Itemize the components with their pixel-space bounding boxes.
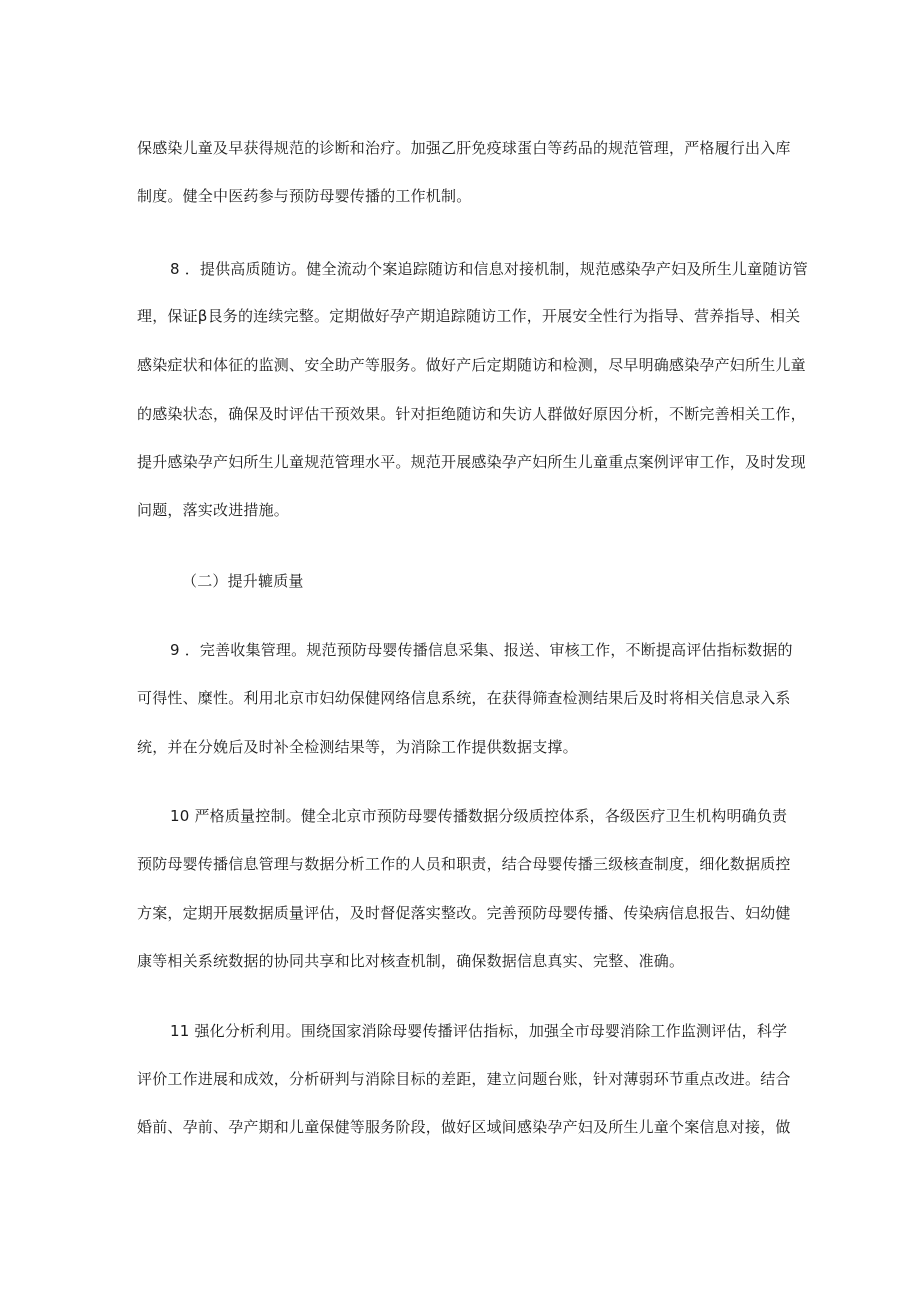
paragraph-line: 可得性、糜性。利用北京市妇幼保健网络信息系统，在获得筛查检测结果后及时将相关信息录入系 — [137, 689, 791, 707]
section-heading: （二）提升辘质量 — [182, 572, 304, 590]
paragraph-line: 感染症状和体征的监测、安全助产等服务。做好产后定期随访和检测，尽早明确感染孕产妇所生儿童 — [137, 356, 806, 374]
paragraph-line: 评价工作进展和成效，分析研判与消除目标的差距，建立问题台账，针对薄弱环节重点改进。结合 — [137, 1070, 791, 1088]
paragraph-line: 预防母婴传播信息管理与数据分析工作的人员和职责，结合母婴传播三级核查制度，细化数据质控 — [137, 855, 791, 873]
paragraph-line: 制度。健全中医药参与预防母婴传播的工作机制。 — [137, 187, 472, 205]
paragraph-line: 10 严格质量控制。健全北京市预防母婴传播数据分级质控体系，各级医疗卫生机构明确负责 — [170, 807, 788, 825]
paragraph-line: 11 强化分析利用。围绕国家消除母婴传播评估指标，加强全市母婴消除工作监测评估，科学 — [170, 1022, 788, 1040]
paragraph-line: 方案，定期开展数据质量评估，及时督促落实整改。完善预防母婴传播、传染病信息报告、妇幼健 — [137, 904, 791, 922]
paragraph-line: 统，并在分娩后及时补全检测结果等，为消除工作提供数据支撑。 — [137, 738, 578, 756]
paragraph-line: 理，保证β艮务的连续完整。定期做好孕产期追踪随访工作，开展安全性行为指导、营养指导、相关 — [137, 307, 801, 325]
paragraph-line: 保感染儿童及早获得规范的诊断和治疗。加强乙肝免疫球蛋白等药品的规范管理，严格履行出入库 — [137, 139, 791, 157]
paragraph-line: 婚前、孕前、孕产期和儿童保健等服务阶段，做好区域间感染孕产妇及所生儿童个案信息对接，做 — [137, 1118, 791, 1136]
paragraph-line: 提升感染孕产妇所生儿童规范管理水平。规范开展感染孕产妇所生儿童重点案例评审工作，及时发现 — [137, 453, 806, 471]
paragraph-line: 9 ．完善收集管理。规范预防母婴传播信息采集、报送、审核工作，不断提高评估指标数据的 — [170, 641, 793, 659]
paragraph-line: 8 ．提供高质随访。健全流动个案追踪随访和信息对接机制，规范感染孕产妇及所生儿童随访管 — [170, 260, 808, 278]
paragraph-line: 问题，落实改进措施。 — [137, 501, 290, 519]
paragraph-line: 的感染状态，确保及时评估干预效果。针对拒绝随访和失访人群做好原因分析，不断完善相关工作， — [137, 405, 806, 423]
paragraph-line: 康等相关系统数据的协同共享和比对核查机制，确保数据信息真实、完整、准确。 — [137, 952, 685, 970]
